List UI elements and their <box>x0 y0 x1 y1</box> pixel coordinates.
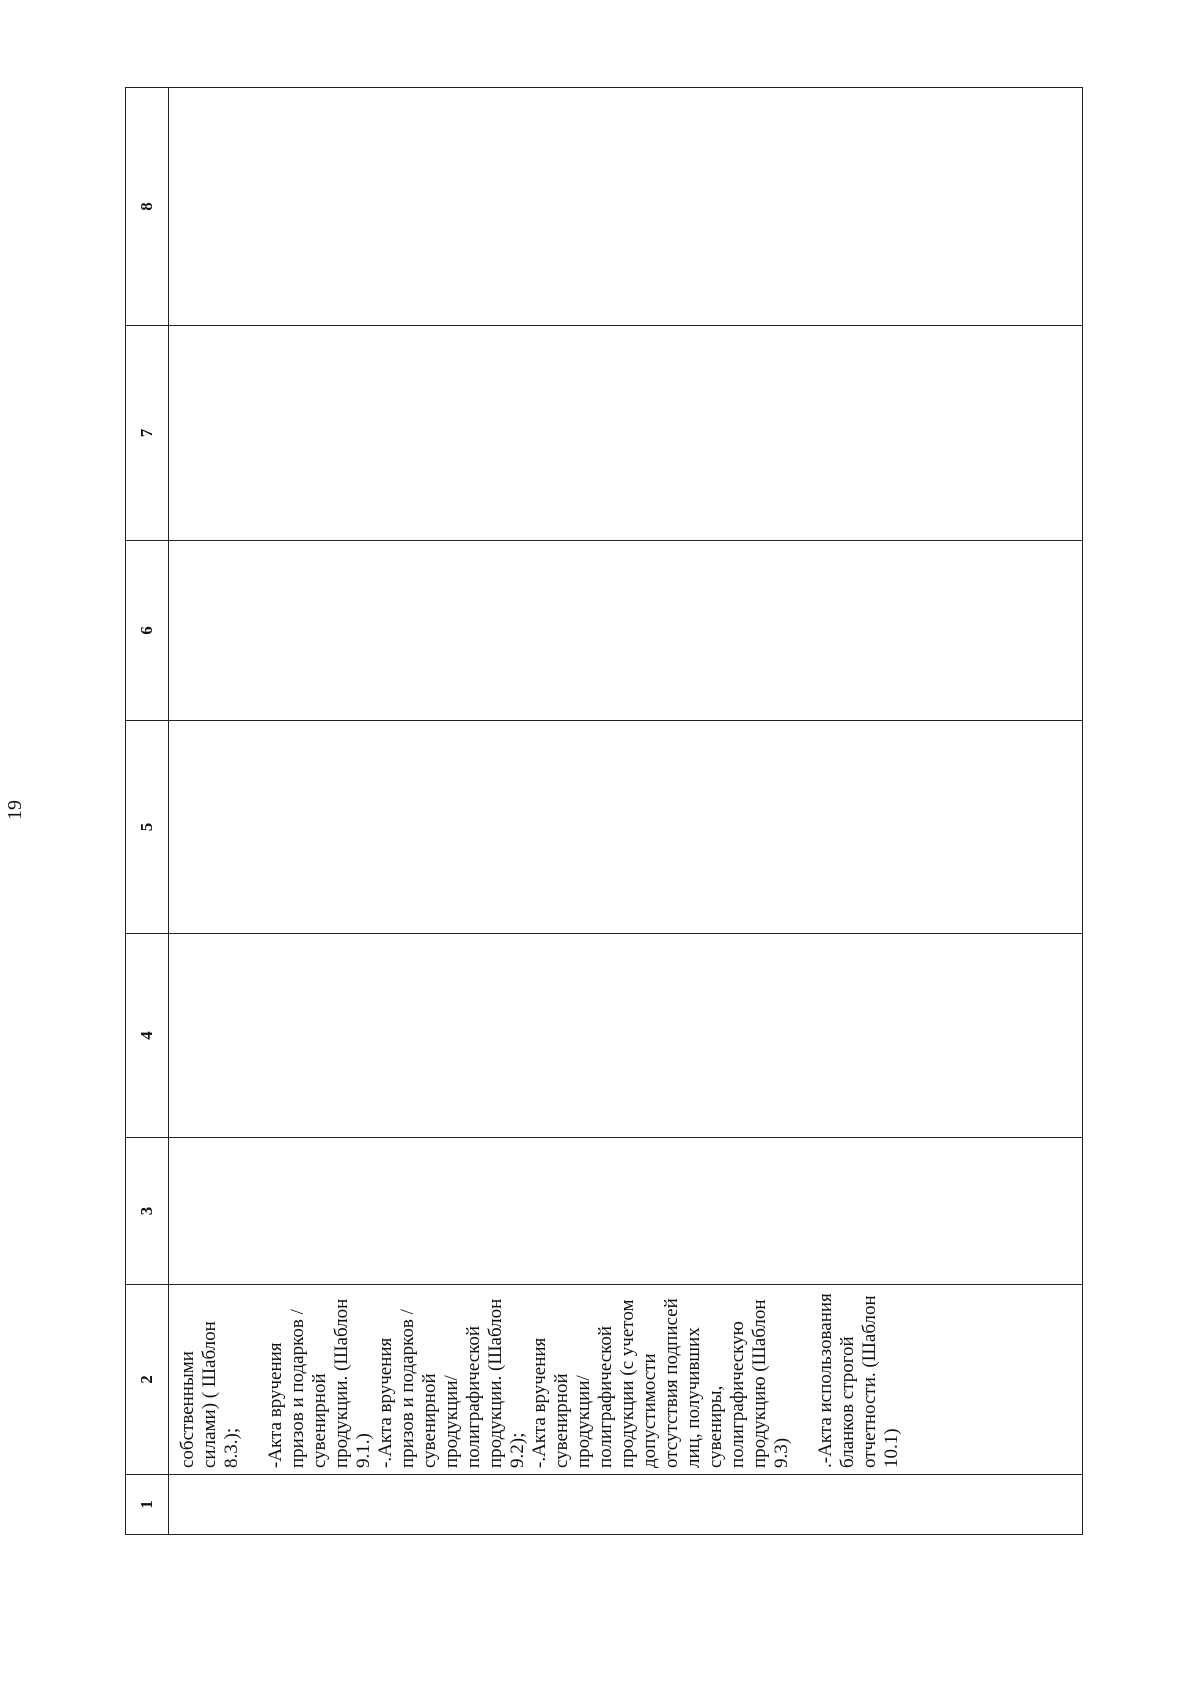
header-col-1: 1 <box>126 1475 169 1535</box>
cell-col-7 <box>169 326 1083 541</box>
page-number: 19 <box>4 800 26 820</box>
header-col-5: 5 <box>126 721 169 934</box>
cell-col-1 <box>169 1475 1083 1535</box>
rotated-page <box>4 88 1083 1535</box>
cell-col-5 <box>169 721 1083 934</box>
header-col-2: 2 <box>126 1285 169 1475</box>
document-list <box>169 1285 903 1474</box>
header-col-7: 7 <box>126 326 169 541</box>
list-item: -.Акта вручения сувенирной продукции/ полиграфической продукции (с учетом допустимости отсутствия подписей лиц, получивших сувениры, полиграфическую продукцию (Шаблон 9.3) <box>529 1298 792 1468</box>
header-col-3: 3 <box>126 1138 169 1285</box>
header-col-6: 6 <box>126 541 169 721</box>
header-col-4: 4 <box>126 934 169 1138</box>
cell-col-8 <box>169 88 1083 326</box>
list-item: собственными силами) ( Шаблон 8.3.); <box>177 1321 242 1468</box>
table-row <box>169 88 1083 1535</box>
cell-col-2 <box>169 1285 1083 1475</box>
header-col-8: 8 <box>126 88 169 326</box>
cell-col-3 <box>169 1138 1083 1285</box>
cell-col-6 <box>169 541 1083 721</box>
list-item: -.Акта вручения призов и подарков / сувенирной продукции/ полиграфической продукции. (Шаблон 9.2); <box>375 1298 528 1468</box>
list-item: -Акта вручения призов и подарков / сувенирной продукции. (Шаблон 9.1.) <box>265 1298 374 1468</box>
list-item: .-Акта использования бланков строгой отчетности. (Шаблон 10.1) <box>815 1293 902 1468</box>
cell-col-4 <box>169 934 1083 1138</box>
document-table <box>125 87 1083 1535</box>
table-header-row <box>126 88 169 1535</box>
